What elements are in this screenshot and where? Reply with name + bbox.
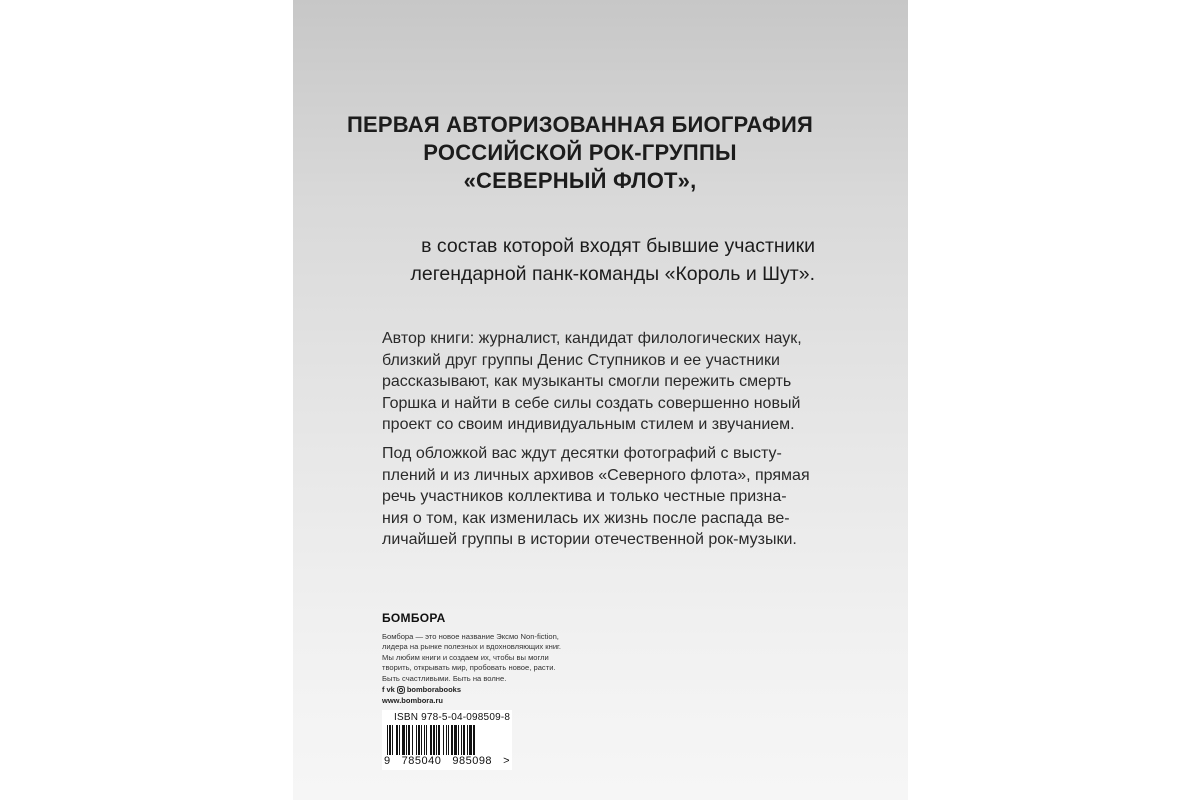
social-links bbox=[382, 685, 461, 694]
publisher-description-line: Быть счастливыми. Быть на волне. bbox=[382, 673, 507, 683]
barcode-digits bbox=[384, 755, 510, 767]
paragraph-line: ния о том, как изменилась их жизнь после распада ве- bbox=[382, 509, 790, 527]
barcode-bar bbox=[467, 725, 468, 755]
subheadline-line: в состав которой входят бывшие участники bbox=[421, 235, 815, 257]
publisher-description bbox=[382, 632, 642, 684]
isbn-barcode-block bbox=[382, 710, 512, 770]
paragraph-line: близкий друг группы Денис Ступников и ее участники bbox=[382, 351, 780, 369]
barcode-bar bbox=[406, 725, 407, 755]
headline-line: РОССИЙСКОЙ РОК-ГРУППЫ bbox=[423, 140, 737, 165]
vk-icon: vk bbox=[386, 685, 395, 694]
facebook-icon: f bbox=[382, 685, 385, 694]
subheadline bbox=[345, 232, 815, 288]
paragraph-line: речь участников коллектива и только честные призна- bbox=[382, 488, 787, 505]
book-back-cover bbox=[293, 0, 908, 800]
barcode-bar bbox=[426, 725, 427, 755]
barcode-bar bbox=[469, 725, 472, 755]
barcode-bar bbox=[416, 725, 417, 755]
barcode-bar bbox=[463, 725, 465, 755]
description-paragraph-photos bbox=[382, 443, 822, 551]
barcode-bar bbox=[451, 725, 453, 755]
instagram-icon bbox=[397, 686, 405, 694]
publisher-description-line: Мы любим книги и создаем их, чтобы вы могли bbox=[382, 652, 549, 662]
barcode-bar bbox=[461, 725, 462, 755]
barcode-bar bbox=[389, 725, 391, 755]
barcode-bar bbox=[454, 725, 457, 755]
barcode-bar bbox=[436, 725, 437, 755]
barcode-bar bbox=[446, 725, 447, 755]
barcode-bar bbox=[458, 725, 459, 755]
headline-line: ПЕРВАЯ АВТОРИЗОВАННАЯ БИОГРАФИЯ bbox=[347, 112, 813, 137]
social-handle: bomborabooks bbox=[406, 685, 462, 694]
paragraph-line: рассказывают, как музыканты смогли пережить смерть bbox=[382, 373, 792, 390]
isbn-label: ISBN 978-5-04-098509-8 bbox=[394, 712, 511, 723]
barcode-bar bbox=[399, 725, 400, 755]
barcode-bar bbox=[392, 725, 393, 755]
publisher-logo: БОМБОРА bbox=[382, 611, 446, 625]
barcode-digit-group: 785040 bbox=[401, 755, 442, 767]
description-paragraph-author bbox=[382, 328, 822, 436]
barcode-bar bbox=[396, 725, 398, 755]
publisher-website: www.bombora.ru bbox=[382, 696, 443, 705]
barcode-bar bbox=[424, 725, 425, 755]
paragraph-line: плений и из личных архивов «Северного флота», прямая bbox=[382, 466, 810, 484]
paragraph-line: Под обложкой вас ждут десятки фотографий с высту- bbox=[382, 445, 782, 462]
paragraph-line: Горшка и найти в себе силы создать совершенно новый bbox=[382, 394, 801, 412]
barcode-bar bbox=[412, 725, 413, 755]
barcode-digit-group: > bbox=[503, 755, 510, 767]
paragraph-line: Автор книги: журналист, кандидат филологических наук, bbox=[382, 330, 802, 347]
publisher-description-line: Бомбора — это новое название Эксмо Non-fiction, bbox=[382, 632, 559, 641]
barcode bbox=[385, 725, 509, 755]
barcode-bar bbox=[448, 725, 449, 755]
barcode-bar bbox=[387, 725, 388, 755]
barcode-digit-group: 9 bbox=[384, 755, 391, 767]
headline bbox=[345, 111, 815, 195]
barcode-bar bbox=[433, 725, 435, 755]
paragraph-line: личайшей группы в истории отечественной рок-музыки. bbox=[382, 531, 797, 548]
barcode-bar bbox=[402, 725, 405, 755]
publisher-description-line: лидера на рынке полезных и вдохновляющих книг. bbox=[382, 642, 562, 652]
headline-line: «СЕВЕРНЫЙ ФЛОТ», bbox=[463, 168, 697, 193]
barcode-bar bbox=[418, 725, 420, 755]
barcode-bar bbox=[421, 725, 422, 755]
barcode-bar bbox=[438, 725, 440, 755]
paragraph-line: проект со своим индивидуальным стилем и звучанием. bbox=[382, 416, 795, 433]
barcode-bar bbox=[408, 725, 410, 755]
barcode-digit-group: 985098 bbox=[452, 755, 493, 767]
barcode-bar bbox=[473, 725, 475, 755]
subheadline-line: легендарной панк-команды «Король и Шут». bbox=[410, 263, 815, 285]
barcode-bar bbox=[430, 725, 432, 755]
publisher-description-line: творить, открывать мир, пробовать новое, расти. bbox=[382, 663, 556, 673]
barcode-bar bbox=[443, 725, 444, 755]
